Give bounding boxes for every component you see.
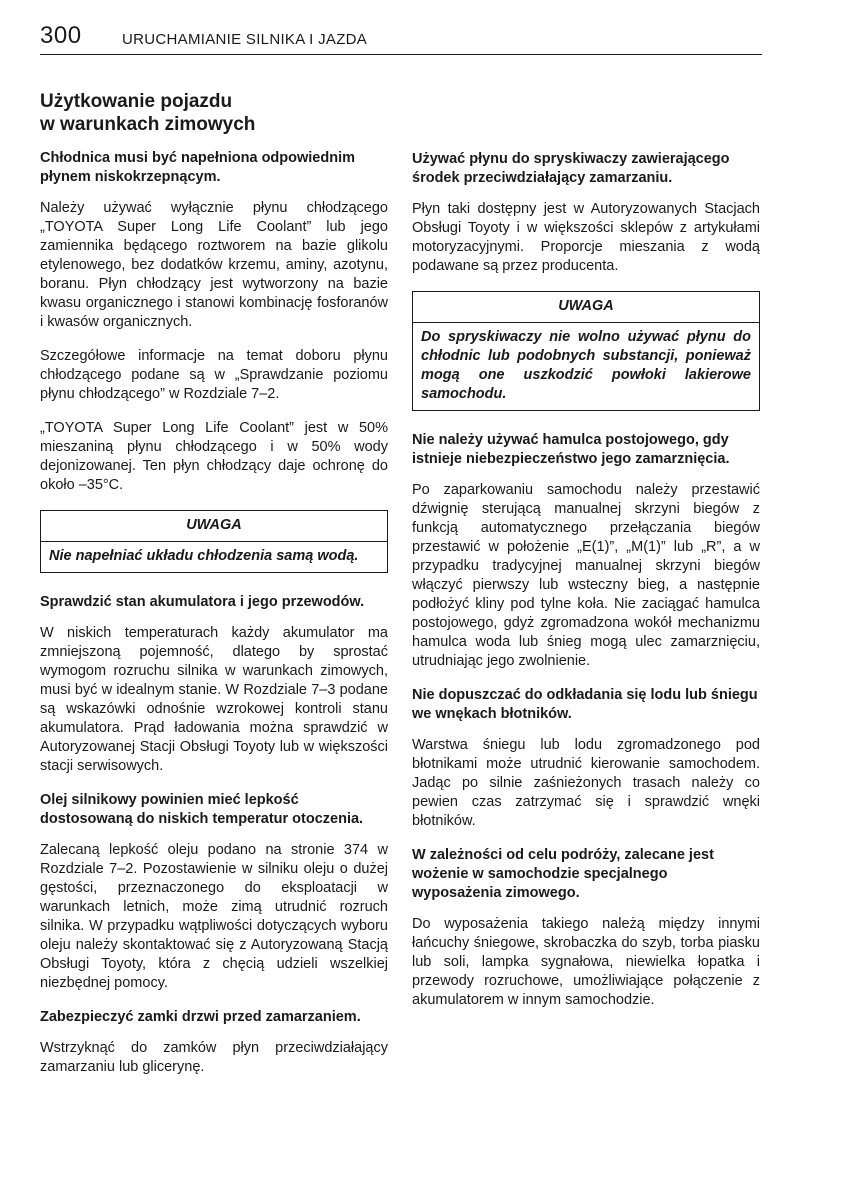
- parking-brake-heading: Nie należy używać hamulca postojowego, gdy istnieje niebezpieczeństwo jego zamarznięcia.: [412, 432, 730, 467]
- coolant-warning-box: [40, 510, 388, 573]
- warning-title: UWAGA: [413, 292, 759, 323]
- fender-wells-heading: Nie dopuszczać do odkładania się lodu lub śniegu we wnękach błotników.: [412, 687, 758, 722]
- coolant-heading: Chłodnica musi być napełniona odpowiednim płynem niskokrzepnącym.: [40, 150, 355, 185]
- right-column: [412, 150, 760, 1025]
- fender-wells-paragraph: Warstwa śniegu lub lodu zgromadzonego pod błotnikami może utrudnić kierowanie samochodem. Jadąc po silnie zaśnieżonych trasach należy co pewien czas zatrzymać się i sprawdzić wnęki błotników.: [412, 737, 760, 829]
- battery-heading: Sprawdzić stan akumulatora i jego przewodów.: [40, 594, 365, 610]
- washer-warning-box: [412, 291, 760, 411]
- chapter-title: URUCHAMIANIE SILNIKA I JAZDA: [122, 31, 368, 48]
- section-title: Użytkowanie pojazdu w warunkach zimowych: [40, 91, 256, 135]
- coolant-paragraph-2: Szczegółowe informacje na temat doboru płynu chłodzącego podane są w „Sprawdzanie poziomu płynu chłodzącego” w Rozdziale 7–2.: [40, 348, 388, 402]
- parking-brake-paragraph: Po zaparkowaniu samochodu należy przestawić dźwignię sterującą manualnej skrzyni biegów z funkcją automatycznego przełączania biegów przestawić w położenie „E(1)”, „M(1)” lub „R”, a w przypadku tradycyjnej manualnej skrzyni biegów włączyć pierwszy lub wsteczny bieg, a następnie podłożyć kliny pod tylne koła. Nie zaciągać hamulca postojowego, gdyż zgromadzona wokół mechanizmu hamulca woda lub śnieg mogą ulec zamarznięciu, utrudniając jego zwolnienie.: [412, 482, 760, 669]
- oil-heading: Olej silnikowy powinien mieć lepkość dostosowaną do niskich temperatur otoczenia.: [40, 792, 364, 827]
- battery-paragraph: W niskich temperaturach każdy akumulator ma zmniejszoną pojemność, dlatego by sprostać wymogom rozruchu silnika w warunkach zimowych, musi być w idealnym stanie. W Rozdziale 7–3 podane są wskazówki odnośnie wzrokowej kontroli stanu akumulatora. Prąd ładowania można sprawdzić w Autoryzowanej Stacji Obsługi Toyoty lub w większości stacji serwisowych.: [40, 625, 388, 774]
- page-header: [40, 22, 762, 55]
- winter-equipment-paragraph: Do wyposażenia takiego należą między innymi łańcuchy śniegowe, skrobaczka do szyb, torba piasku lub soli, lampka sygnałowa, niewielka łopatka i przewody rozruchowe, umożliwiające połączenie z akumulatorem w innym samochodzie.: [412, 916, 760, 1008]
- door-locks-paragraph: Wstrzyknąć do zamków płyn przeciwdziałający zamarzaniu lub glicerynę.: [40, 1040, 388, 1075]
- warning-title: UWAGA: [41, 511, 387, 542]
- warning-text: Do spryskiwaczy nie wolno używać płynu do chłodnic lub podobnych substancji, ponieważ mogą one uszkodzić powłoki lakierowe samochodu.: [421, 329, 751, 402]
- warning-text: Nie napełniać układu chłodzenia samą wodą.: [49, 548, 359, 564]
- door-locks-heading: Zabezpieczyć zamki drzwi przed zamarzaniem.: [40, 1009, 361, 1025]
- washer-fluid-paragraph: Płyn taki dostępny jest w Autoryzowanych Stacjach Obsługi Toyoty i w większości sklepów z artykułami motoryzacyjnymi. Proporcje mieszania z wodą podawane są przez producenta.: [412, 201, 760, 274]
- coolant-paragraph-1: Należy używać wyłącznie płynu chłodzącego „TOYOTA Super Long Life Coolant” lub jego zamiennika będącego roztworem na bazie glikolu etylenowego, bez dodatków krzemu, aminy, azotynu, boranu. Płyn chłodzący jest wytworzony na bazie kwasu organicznego i stanowi kombinację fosforanów i kwasów organicznych.: [40, 200, 388, 330]
- page-number: 300: [40, 22, 82, 49]
- coolant-paragraph-3: „TOYOTA Super Long Life Coolant” jest w 50% mieszaniną płynu chłodzącego i w 50% wody dejonizowanej. Ten płyn chłodzący daje ochronę do około –35°C.: [40, 420, 388, 493]
- left-column: [40, 90, 388, 1092]
- winter-equipment-heading: W zależności od celu podróży, zalecane jest wożenie w samochodzie specjalnego wyposażenia zimowego.: [412, 847, 714, 901]
- washer-fluid-heading: Używać płynu do spryskiwaczy zawierającego środek przeciwdziałający zamarzaniu.: [412, 151, 730, 186]
- oil-paragraph: Zalecaną lepkość oleju podano na stronie 374 w Rozdziale 7–2. Pozostawienie w silniku oleju o dużej gęstości, przeznaczonego do eksploatacji w warunkach letnich, może zimą utrudnić rozruch silnika. W przypadku wątpliwości dotyczących wyboru oleju należy skontaktować się z Autoryzowaną Stacją Obsługi Toyoty, która z chęcią udzieli wszelkiej niezbędnej pomocy.: [40, 842, 388, 991]
